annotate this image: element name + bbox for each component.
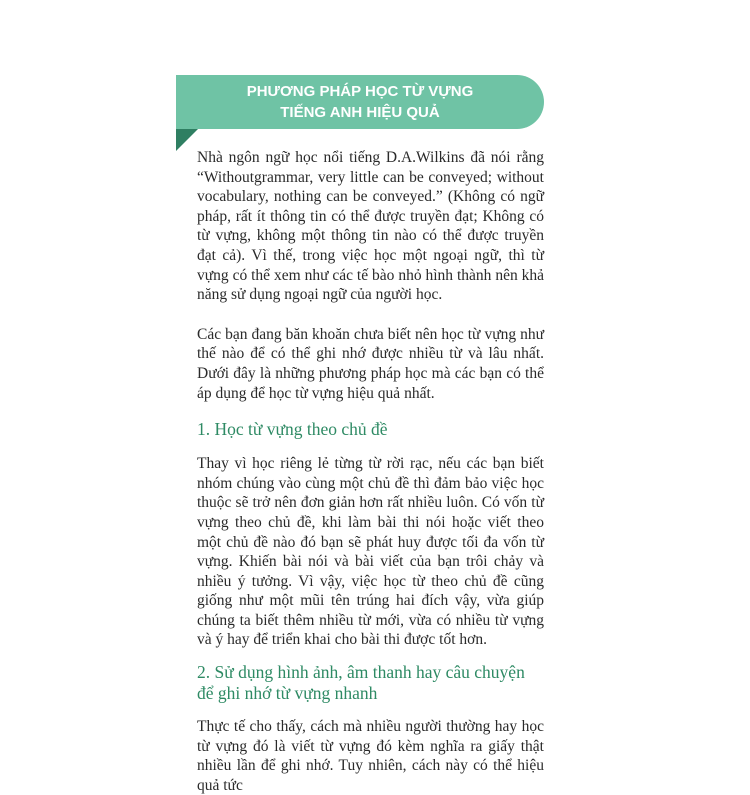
intro-paragraph-2: Các bạn đang băn khoăn chưa biết nên học từ vựng như thế nào để có thể ghi nhớ được nhiều từ và lâu nhất. Dưới đây là những phương pháp học mà các bạn có thể áp dụng để học từ vựng hiệu quả nhất. [197,325,544,402]
title-banner [176,75,544,129]
paragraph-spacer [197,305,544,325]
intro-paragraph-1: Nhà ngôn ngữ học nổi tiếng D.A.Wilkins đã nói rằng “Withoutgrammar, very little can be conveyed; without vocabulary, nothing can be conveyed.” (Không có ngữ pháp, rất ít thông tin có thể được truyền đạt; Không có từ vựng, không một thông tin nào có thể được truyền đạt cả). Vì thế, trong việc học một ngoại ngữ, thì từ vựng có thể xem như các tế bào nhỏ hình thành nên khả năng sử dụng ngoại ngữ của người học. [197,149,544,304]
section-1-body: Thay vì học riêng lẻ từng từ rời rạc, nếu các bạn biết nhóm chúng vào cùng một chủ đề thì đảm bảo việc học thuộc sẽ trở nên đơn giản hơn rất nhiều luôn. Có vốn từ vựng theo chủ đề, khi làm bài thi nói hoặc viết theo một chủ đề nào đó bạn sẽ phát huy được tối đa vốn từ vựng. Khiến bài nói và bài viết của bạn trôi chảy và nhiều ý tưởng. Vì vậy, việc học từ theo chủ đề cũng giống như một mũi tên trúng hai đích vậy, vừa giúp chúng ta biết thêm nhiều từ mới, vừa có nhiều từ vựng và ý hay để triển khai cho bài thi được tốt hơn. [197,455,544,649]
section-2-heading-wrap [197,662,544,704]
article-body [197,148,544,795]
banner-fold-corner [176,129,198,151]
section-2-heading: 2. Sử dụng hình ảnh, âm thanh hay câu chuyện để ghi nhớ từ vựng nhanh [197,662,525,704]
banner-title-line-1: PHƯƠNG PHÁP HỌC TỪ VỰNG [246,83,474,100]
section-2-body: Thực tế cho thấy, cách mà nhiều người thường hay học từ vựng đó là viết từ vựng đó kèm nghĩa ra giấy thật nhiều lần để ghi nhớ. Tuy nhiên, cách này có thể hiệu quả tức [197,718,544,794]
section-1-heading: 1. Học từ vựng theo chủ đề [197,419,388,440]
banner-title-line-2: TIẾNG ANH HIỆU QUẢ [280,104,440,121]
section-1-heading-wrap [197,419,544,440]
